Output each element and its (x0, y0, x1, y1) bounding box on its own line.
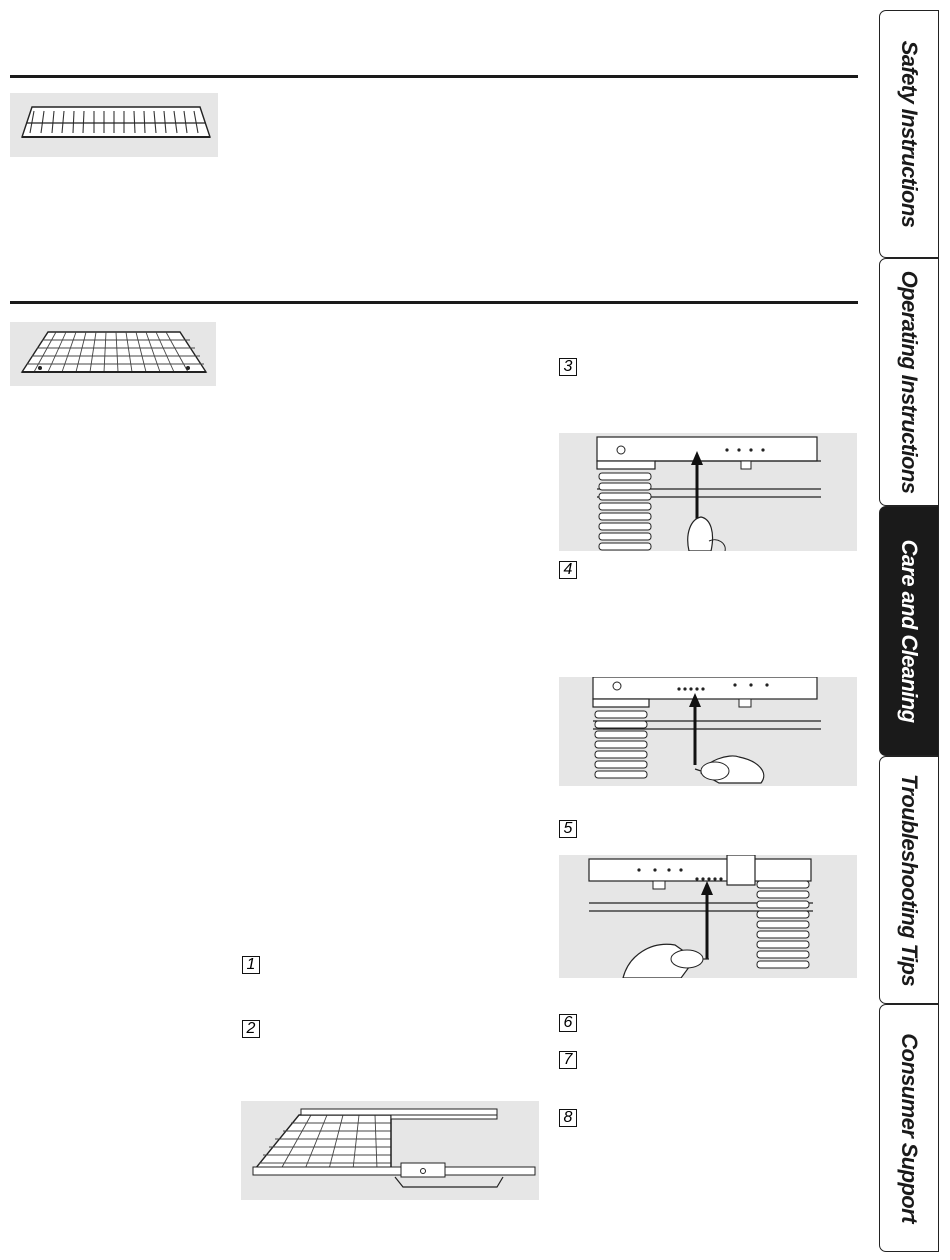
tab-care-and-cleaning[interactable] (879, 506, 939, 756)
section-divider-middle (10, 301, 858, 304)
tab-label: Safety Instructions (897, 40, 922, 228)
tab-label: Operating Instructions (897, 270, 922, 494)
extension-rack-illustration (241, 1101, 539, 1200)
step-6-number: 6 (559, 1014, 577, 1032)
step-5-number: 5 (559, 820, 577, 838)
tab-label: Care and Cleaning (897, 539, 922, 723)
tab-consumer-support[interactable] (879, 1004, 939, 1252)
tab-label: Troubleshooting Tips (897, 773, 922, 987)
section-divider-top (10, 75, 858, 78)
step-2-number: 2 (242, 1020, 260, 1038)
step-8-number: 8 (559, 1109, 577, 1127)
tab-label: Consumer Support (897, 1033, 922, 1223)
step-1-number: 1 (242, 956, 260, 974)
step-7-number: 7 (559, 1051, 577, 1069)
step-5-illustration (559, 855, 857, 978)
step-3-illustration (559, 433, 857, 551)
tab-safety-instructions[interactable] (879, 10, 939, 258)
step-3-number: 3 (559, 358, 577, 376)
step-4-number: 4 (559, 561, 577, 579)
tab-operating-instructions[interactable] (879, 258, 939, 506)
wire-rack-illustration (10, 322, 216, 386)
tab-troubleshooting-tips[interactable] (879, 756, 939, 1004)
step-4-illustration (559, 677, 857, 786)
flat-rack-illustration (10, 93, 218, 157)
side-navigation-tabs (879, 10, 939, 1252)
